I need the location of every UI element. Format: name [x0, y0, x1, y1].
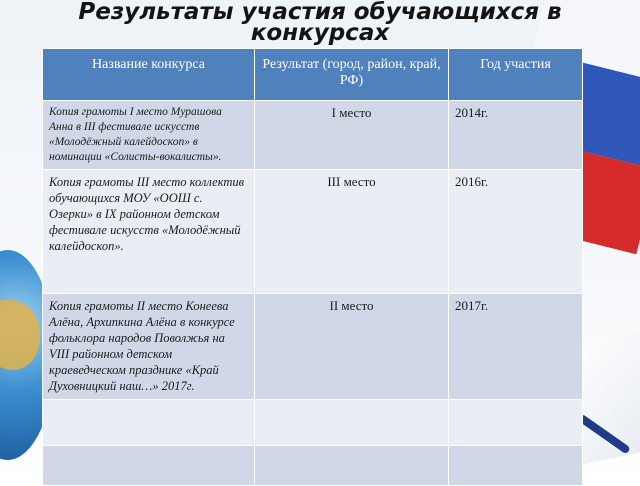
results-table: [42, 48, 583, 486]
table-row: [43, 400, 583, 446]
result-cell: III место: [255, 170, 449, 294]
table-row: [43, 170, 583, 294]
header-year: Год участия: [449, 49, 583, 101]
year-cell: [449, 400, 583, 446]
competition-name: Копия грамоты I место Мурашова Анна в III фестивале искусств «Молодёжный калейдоскоп» в номинации «Солисты-вокалисты».: [43, 101, 255, 170]
page-title: Результаты участия обучающихся в конкурсах: [78, 0, 562, 46]
competition-name: Копия грамоты III место коллектив обучающихся МОУ «ООШ с. Озерки» в IX районном детском фестивале искусств «Молодёжный калейдоскоп».: [43, 170, 255, 294]
table-row: [43, 294, 583, 400]
header-competition-name: Название конкурса: [43, 49, 255, 101]
competition-name: [43, 400, 255, 446]
header-result: Результат (город, район, край, РФ): [255, 49, 449, 101]
competition-name: Копия грамоты II место Конеева Алёна, Архипкина Алёна в конкурсе фольклора народов Поволжья на VIII районном детском краеведческом празднике «Край Духовницкий наш…» 2017г.: [43, 294, 255, 400]
result-cell: II место: [255, 294, 449, 400]
year-cell: 2014г.: [449, 101, 583, 170]
result-cell: [255, 400, 449, 446]
year-cell: 2016г.: [449, 170, 583, 294]
table-header-row: [43, 49, 583, 101]
result-cell: I место: [255, 101, 449, 170]
table-row: [43, 101, 583, 170]
year-cell: 2017г.: [449, 294, 583, 400]
